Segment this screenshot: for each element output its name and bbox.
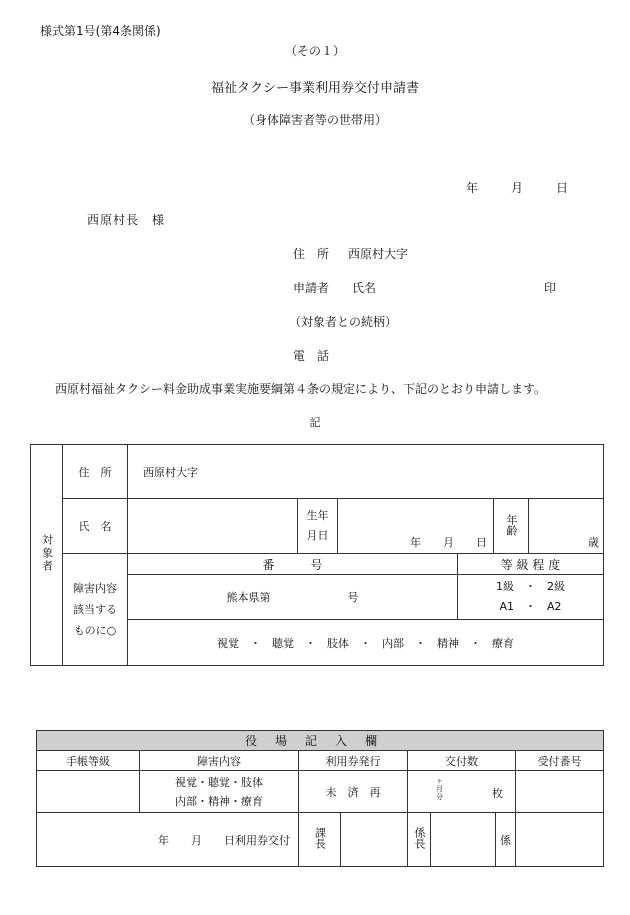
subject-address-value: 西原村大字 bbox=[128, 445, 604, 499]
form-number: 様式第1号(第4条関係) bbox=[40, 24, 161, 38]
document-title: 福祉タクシー事業利用券交付申請書 bbox=[210, 81, 419, 96]
col-count: 交付数 bbox=[408, 751, 516, 771]
statement: 西原村福祉タクシー料金助成事業実施要綱第４条の規定により、下記のとおり申請します。 bbox=[55, 382, 547, 396]
kakari-label: 係 bbox=[496, 813, 516, 867]
applicant-address-label: 住 所 bbox=[293, 247, 330, 261]
subject-side-label: 対象者 bbox=[31, 445, 63, 666]
number-header: 番 号 bbox=[128, 554, 458, 575]
relation-label: （対象者との続柄） bbox=[289, 315, 398, 329]
document-subtitle: （身体障害者等の世帯用） bbox=[242, 113, 387, 127]
date-year: 年 bbox=[466, 181, 479, 195]
office-disability[interactable]: 視覚・聴覚・肢体 内部・精神・療育 bbox=[140, 771, 299, 813]
handbook-number[interactable]: 熊本県第 号 bbox=[128, 575, 458, 620]
age-label: 年齢 bbox=[494, 499, 529, 554]
issue-date[interactable]: 年 月 日利用券交付 bbox=[37, 813, 299, 867]
disability-types[interactable]: 視覚 ・ 聴覚 ・ 肢体 ・ 内部 ・ 精神 ・ 療育 bbox=[128, 620, 604, 666]
addressee: 西原村長 様 bbox=[87, 213, 166, 227]
handbook-grade-field[interactable] bbox=[37, 771, 140, 813]
col-receipt: 受付番号 bbox=[516, 751, 604, 771]
col-issue: 利用券発行 bbox=[299, 751, 408, 771]
kakari-stamp[interactable] bbox=[516, 813, 604, 867]
col-handbook: 手帳等級 bbox=[37, 751, 140, 771]
kacho-label: 課長 bbox=[299, 813, 341, 867]
col-disability: 障害内容 bbox=[140, 751, 299, 771]
kacho-stamp[interactable] bbox=[341, 813, 408, 867]
count-unit: 枚 bbox=[492, 787, 503, 800]
issue-status[interactable]: 未 済 再 bbox=[299, 771, 408, 813]
date-month: 月 bbox=[511, 181, 524, 195]
grade-options[interactable]: 1級 ・ 2級 A1 ・ A2 bbox=[458, 575, 604, 620]
disability-label: 障害内容 該当する ものに○ bbox=[63, 554, 128, 666]
receipt-number-field[interactable] bbox=[516, 771, 604, 813]
subject-table bbox=[30, 444, 604, 666]
age-field[interactable]: 歳 bbox=[529, 499, 604, 554]
office-header: 役場記入欄 bbox=[37, 731, 604, 751]
subject-name-label: 氏 名 bbox=[63, 499, 128, 554]
phone-label: 電 話 bbox=[293, 349, 330, 363]
seal-mark: 印 bbox=[544, 281, 557, 295]
birth-label: 生年 月日 bbox=[298, 499, 338, 554]
subject-address-label: 住 所 bbox=[63, 445, 128, 499]
subject-name-field[interactable] bbox=[128, 499, 298, 554]
applicant-label: 申請者 bbox=[293, 281, 330, 295]
office-table bbox=[36, 730, 604, 867]
kakaricho-stamp[interactable] bbox=[431, 813, 496, 867]
kakaricho-label: 係長 bbox=[408, 813, 431, 867]
applicant-name-label: 氏名 bbox=[352, 281, 377, 295]
months-label: ヶ 月 分 bbox=[436, 777, 443, 801]
ki-label: 記 bbox=[309, 416, 321, 429]
grade-header: 等 級 程 度 bbox=[458, 554, 604, 575]
part-label: （その１） bbox=[284, 44, 345, 58]
birth-date-field[interactable]: 年 月 日 bbox=[338, 499, 494, 554]
count-field[interactable] bbox=[408, 771, 516, 813]
applicant-address-value: 西原村大字 bbox=[348, 247, 409, 261]
date-day: 日 bbox=[556, 181, 569, 195]
